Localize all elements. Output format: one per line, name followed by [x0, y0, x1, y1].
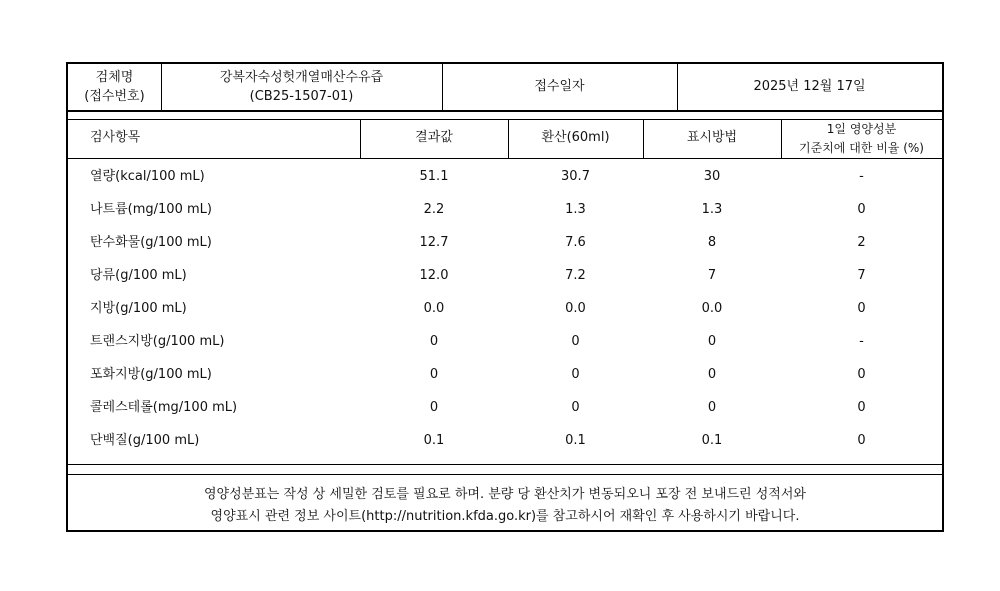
footer-line1: 영양성분표는 작성 상 세밀한 검토를 필요로 하며. 분량 당 환산치가 변동되오니 포장 전 보내드린 성적서와 [204, 487, 806, 502]
col-header-ratio [781, 120, 942, 158]
col-header-converted: 환산(60ml) [541, 130, 610, 145]
footer-note [68, 484, 942, 528]
row-display: 0 [707, 334, 717, 349]
table-row [68, 325, 942, 358]
row-item: 지방(g/100 mL) [90, 301, 187, 316]
row-result: 0 [429, 334, 439, 349]
table-row [68, 160, 942, 193]
col-header-display: 표시방법 [686, 130, 738, 145]
row-item: 포화지방(g/100 mL) [90, 367, 212, 382]
col-header-ratio-line2: 기준치에 대한 비율 (%) [799, 141, 924, 155]
row-converted: 0 [571, 334, 580, 349]
row-converted: 0.1 [565, 433, 586, 448]
row-ratio: 0 [857, 367, 866, 382]
table-row [68, 391, 942, 424]
footer-line2: 영양표시 관련 정보 사이트(http://nutrition.kfda.go.kr)를 참고하시어 재확인 후 사용하시기 바랍니다. [210, 509, 800, 524]
row-item: 당류(g/100 mL) [90, 268, 187, 283]
row-ratio: 0 [857, 400, 866, 415]
sample-name: 강복자숙성헛개열매산수유즙 [219, 70, 384, 85]
row-converted: 0 [571, 400, 580, 415]
row-ratio: 7 [857, 268, 866, 283]
table-row [68, 226, 942, 259]
row-converted: 0 [571, 367, 580, 382]
divider [68, 464, 942, 465]
row-result: 0 [429, 400, 439, 415]
table-row [68, 292, 942, 325]
row-display: 0.0 [701, 301, 723, 316]
row-display: 0 [707, 400, 717, 415]
report-frame [66, 62, 944, 532]
row-item: 트랜스지방(g/100 mL) [90, 334, 225, 349]
row-display: 1.3 [701, 202, 723, 217]
row-result: 0.1 [423, 433, 445, 448]
sample-label [68, 68, 161, 106]
sample-number: (CB25-1507-01) [249, 89, 354, 104]
row-ratio: 0 [857, 301, 866, 316]
col-header-ratio-line1: 1일 영양성분 [826, 122, 897, 136]
row-result: 51.1 [419, 169, 449, 184]
receipt-date: 2025년 12월 17일 [753, 79, 866, 94]
row-item: 탄수화물(g/100 mL) [90, 235, 212, 250]
col-header-result: 결과값 [415, 130, 453, 145]
row-display: 7 [707, 268, 717, 283]
row-display: 30 [703, 169, 721, 184]
row-result: 0 [429, 367, 439, 382]
row-converted: 30.7 [561, 169, 590, 184]
divider [68, 158, 942, 159]
sample-info [161, 68, 442, 106]
col-header-item: 검사항목 [90, 130, 141, 145]
row-item: 콜레스테롤(mg/100 mL) [90, 400, 238, 415]
divider [68, 110, 942, 112]
row-converted: 1.3 [565, 202, 586, 217]
row-result: 12.7 [419, 235, 449, 250]
row-converted: 0.0 [565, 301, 586, 316]
sample-label-line1: 검체명 [95, 70, 134, 85]
table-row [68, 424, 942, 457]
receipt-label: 접수일자 [534, 79, 585, 94]
row-ratio: 2 [857, 235, 866, 250]
row-item: 단백질(g/100 mL) [90, 433, 200, 448]
row-display: 8 [707, 235, 717, 250]
sample-label-line2: (접수번호) [84, 89, 145, 104]
row-display: 0.1 [701, 433, 723, 448]
row-ratio: - [859, 334, 864, 349]
row-display: 0 [707, 367, 717, 382]
row-converted: 7.2 [565, 268, 586, 283]
row-ratio: 0 [857, 202, 866, 217]
table-row [68, 193, 942, 226]
divider [68, 474, 942, 475]
row-result: 12.0 [419, 268, 449, 283]
table-row [68, 358, 942, 391]
row-ratio: 0 [857, 433, 866, 448]
row-converted: 7.6 [565, 235, 586, 250]
row-ratio: - [859, 169, 864, 184]
row-result: 0.0 [423, 301, 445, 316]
table-row [68, 259, 942, 292]
row-item: 열량(kcal/100 mL) [90, 169, 205, 184]
row-item: 나트륨(mg/100 mL) [90, 202, 212, 217]
row-result: 2.2 [423, 202, 445, 217]
